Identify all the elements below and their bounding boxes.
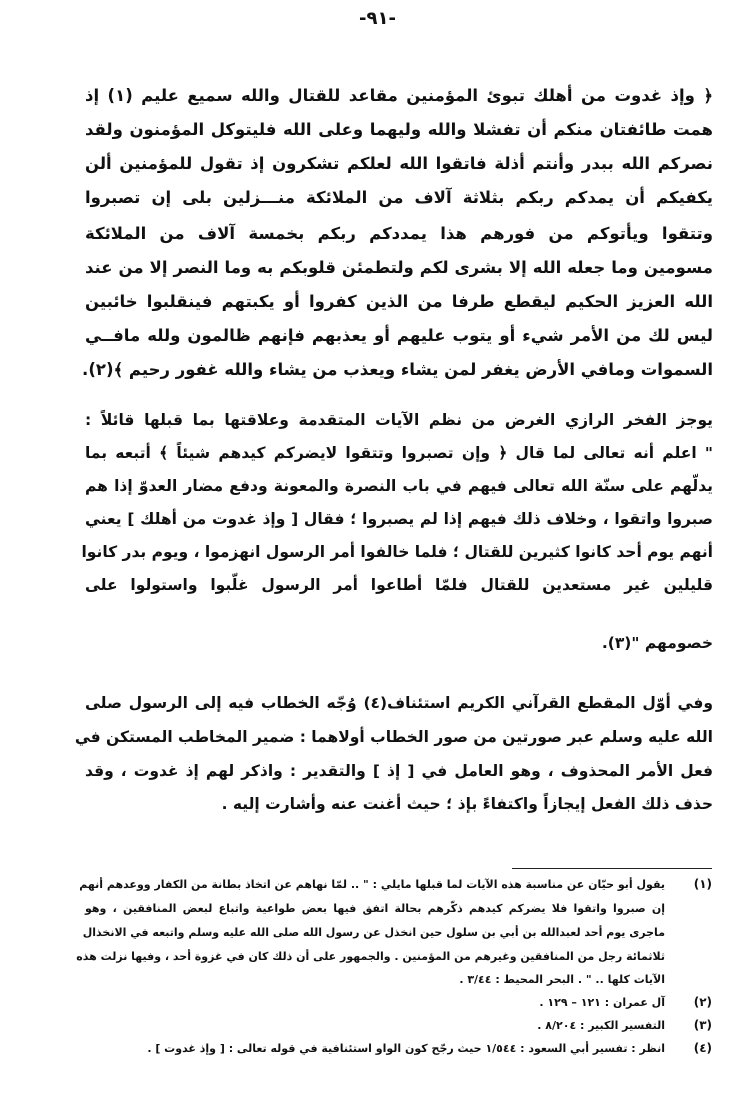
paragraph-line: فعل الأمر المحذوف ، وهو العامل في [ إذ ] والتقدير : واذكر لهم إذ غدوت ، وقد xyxy=(85,762,713,780)
paragraph-line: الله عليه وسلم عبر صورتين من صور الخطاب أولاهما : ضمير المخاطب المستكن في xyxy=(74,728,713,746)
quran-line: مسومين وما جعله الله إلا بشرى لكم ولتطمئن قلوبكم به وما النصر إلا من عند xyxy=(85,258,713,277)
body-line: خصومهم "(٣). xyxy=(601,634,713,652)
quran-line: نصركم الله ببدر وأنتم أذلة فاتقوا الله لعلكم تشكرون إذ تقول للمؤمنين ألن xyxy=(85,154,713,173)
body-line: أنهم يوم أحد كانوا كثيرين للقتال ؛ فلما خالفوا أمر الرسول انهزموا ، ويوم بدر كانوا xyxy=(81,543,713,561)
footnote-number: (٣) xyxy=(693,1018,712,1032)
footnote-number: (٤) xyxy=(693,1041,712,1055)
page-number: -٩١- xyxy=(359,8,396,29)
footnote-line: ماجرى يوم أحد لعبدالله بن أبي بن سلول حين انخذل عن رسول الله صلى الله عليه وسلم واتبعه في الانخذال xyxy=(82,926,665,939)
footnote-line: يقول أبو حيّان عن مناسبة هذه الآيات لما قبلها مايلي : " .. لمّا نهاهم عن اتخاذ بطانة من الكفار ووعدهم أنهم xyxy=(79,878,665,891)
footnote-line: التفسير الكبير : ٨/٢٠٤ . xyxy=(537,1019,665,1032)
quran-line: همت طائفتان منكم أن تفشلا والله وليهما وعلى الله فليتوكل المؤمنون ولقد xyxy=(85,120,713,139)
footnote-line: الآيات كلها .. " . البحر المحيط : ٣/٤٤ . xyxy=(459,973,665,986)
footnote-number: (٢) xyxy=(693,995,712,1009)
quran-line: السموات ومافي الأرض يغفر لمن يشاء ويعذب من يشاء والله غفور رحيم ﴾(٢). xyxy=(82,360,713,379)
footnote-line: ثلاثمائة رجل من المنافقين وغيرهم من المؤمنين . والجمهور على أن ذلك كان في غزوة أحد ، وفيها نزلت هذه xyxy=(76,950,665,963)
paragraph-line: حذف ذلك الفعل إيجازاً واكتفاءً بإذ ؛ حيث أغنت عنه وأشارت إليه . xyxy=(221,795,713,813)
body-line: يدلّهم على سنّة الله تعالى فيهم في باب النصرة والمعونة ودفع مضار العدوّ إذا هم xyxy=(85,477,713,495)
footnote-separator xyxy=(512,868,712,869)
quran-line: ليس لك من الأمر شيء أو يتوب عليهم أو يعذبهم فإنهم ظالمون ولله مافــي xyxy=(85,326,713,345)
body-line: " اعلم أنه تعالى لما قال ﴿ وإن تصبروا وتتقوا لايضركم كيدهم شيئاً ﴾ أتبعه بما xyxy=(85,444,713,462)
footnote-number: (١) xyxy=(693,877,712,891)
footnote-line: إن صبروا واتقوا فلا يضركم كيدهم ذكّرهم بحالة اتفق فيها بعض طواعية واتباع لبعض المنافقين ، وهو xyxy=(85,902,665,915)
quran-line: يكفيكم أن يمدكم ربكم بثلاثة آلاف من الملائكة منـــزلين بلى إن تصبروا xyxy=(85,188,713,207)
footnote-line: انظر : تفسير أبي السعود : ١/٥٤٤ حيث رجّح كون الواو استئنافية في قوله تعالى : [ وإذ غدوت ] . xyxy=(147,1042,665,1055)
footnote-line: آل عمران : ١٢١ – ١٢٩ . xyxy=(539,996,665,1009)
paragraph-line: وفي أوّل المقطع القرآني الكريم استئناف(٤) وُجّه الخطاب فيه إلى الرسول صلى xyxy=(85,694,713,712)
quran-line: وتتقوا ويأتوكم من فورهم هذا يمددكم ربكم بخمسة آلاف من الملائكة xyxy=(85,224,713,243)
body-line: قليلين غير مستعدين للقتال فلمّا أطاعوا أمر الرسول غلّبوا واستولوا على xyxy=(85,576,713,594)
body-line: يوجز الفخر الرازي الغرض من نظم الآيات المتقدمة وعلاقتها بما قبلها قائلاً : xyxy=(85,411,713,429)
quran-line: الله العزيز الحكيم ليقطع طرفا من الذين كفروا أو يكبتهم فينقلبوا خائبين xyxy=(85,292,713,311)
quran-line: ﴿ وإذ غدوت من أهلك تبوئ المؤمنين مقاعد للقتال والله سميع عليم (١) إذ xyxy=(85,86,714,105)
body-line: صبروا واتقوا ، وخلاف ذلك فيهم إذا لم يصبروا ؛ فقال [ وإذ غدوت من أهلك ] يعني xyxy=(85,510,713,528)
